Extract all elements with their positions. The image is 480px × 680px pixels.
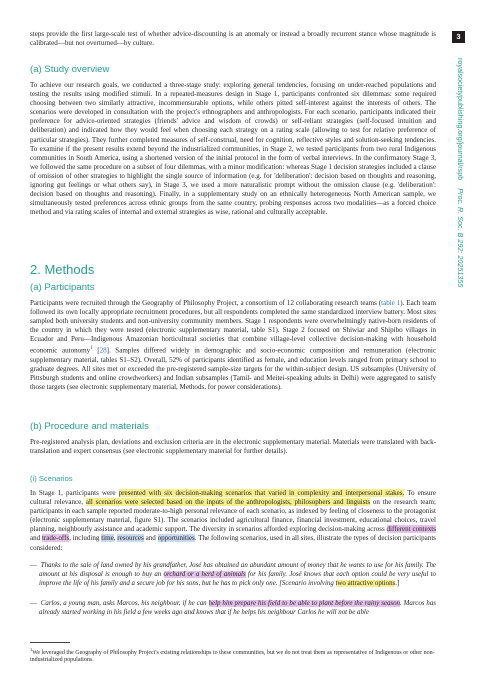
footnote: $^1$We leveraged the Geography of Philosophy Project's existing relationships to these communities, but we do not treat them as representative of Indigenous or other non-industrialized populations. <box>30 647 435 664</box>
journal-sidebar-text <box>456 58 465 287</box>
page-number: 3 <box>452 31 465 43</box>
procedure-body: Pre-registered analysis plan, deviations and exclusion criteria are in the electronic supplementary material. Materials were translated with back-translation and expert consensus (see electronic supplementary material for further details). <box>30 438 436 456</box>
methods-heading: 2. Methods <box>30 262 95 277</box>
participants-heading: (a) Participants <box>30 282 95 293</box>
scenarios-body: In Stage 1, participants were presented with six decision-making scenarios that varied in complexity and interpersonal stakes. To ensure cultural relevance, all scenarios were selected based on the inputs of the anthropologists, philosophers and linguists on the research team; participants in each sample reported moderate-to-high personal relevance of each scenario, as indexed by feeling of closeness to the protagonist (electronic supplementary material, figure S1). The scenarios included agricultural finance, financial investment, educational choices, travel planning, neighbourly assistance and academic support. The diversity in scenarios afforded exploring decision-making across different contexts and trade-offs, including time, resources and opportunities. The following scenarios, used in all sites, illustrate the types of decision participants considered: <box>30 489 437 552</box>
intro-text: steps provide the first large-scale test of whether advice-discounting is an anomaly or instead a broadly recurrent stance whose magnitude is calibrated—but not overturned—by culture. <box>30 30 436 48</box>
procedure-heading: (b) Procedure and materials <box>30 421 149 432</box>
highlight-selected: all scenarios were selected based on the inputs of the anthropologists, philosophers and linguists <box>85 498 371 507</box>
participants-section <box>30 299 436 392</box>
procedure-section <box>30 438 436 456</box>
highlight-resources: resources <box>117 534 144 543</box>
participants-body: Participants were recruited through the Geography of Philosophy Project, a consortium of 12 collaborating research teams (table 1). Each team followed its own locally appropriate recruitment procedures, but all respondents completed the same standardized interview battery. Most sites sampled both university students and non-university community members. Stage 1 respondents were overwhelmingly native-born residents of the country in which they were tested (electronic supplementary material, table S1). Stage 2 focused on Shiwiar and Shipibo villages in Ecuador and Peru—Indigenous Amazonian horticultural societies that combine village-level collective decision-making with household economic autonomy$^1$ [28]. Samples differed widely in demographic and socio-economic composition and remuneration (electronic supplementary material, tables S1–S2). Overall, 52% of participants identified as female, and education levels ranged from primary school to graduate degrees. All sites met or exceeded the pre-registered sample-size targets for the within-subject design. US subsamples (University of Pittsburgh students and online crowdworkers) and Indian subsamples (Tamil- and Meitei-speaking adults in Delhi) were aggregated to satisfy those targets (see electronic supplementary material, Methods, for power considerations). <box>30 299 437 392</box>
footnote-text: We leveraged the Geography of Philosophy Project's existing relationships to these communities, but we do not treat them as representative of Indigenous or other non-industrialized populations. <box>30 650 435 664</box>
scenario-quote-jose <box>30 562 436 589</box>
footnote-divider <box>30 642 70 643</box>
scenarios-heading: (i) Scenarios <box>30 474 73 483</box>
highlight-two-options: two attractive options <box>335 579 396 587</box>
highlight-opportunities: opportunities <box>157 534 195 543</box>
table-1-link[interactable]: table 1 <box>381 299 401 307</box>
citation-28-link[interactable]: 28 <box>99 346 107 355</box>
scenarios-section <box>30 489 436 553</box>
intro-paragraph <box>30 30 436 48</box>
study-overview-section <box>30 81 436 217</box>
scenario-quote-carlos <box>30 600 436 618</box>
highlight-presented: presented with six decision-making scenarios that varied in complexity and interpersonal stakes. <box>118 489 405 497</box>
highlight-tradeoffs: trade-offs <box>41 534 70 543</box>
footnote-mark[interactable]: 1 <box>90 346 93 352</box>
highlight-orchard: orchard or a herd of animals <box>163 570 246 578</box>
study-overview-heading: (a) Study overview <box>30 64 110 75</box>
journal-sidebar <box>452 58 466 288</box>
journal-citation: Proc. R. Soc. B 292: 20251355 <box>456 188 465 288</box>
study-overview-body: To achieve our research goals, we conducted a three-stage study: exploring general tendencies, focusing on under-reached populations and testing the results using modified stimuli. In a repeated-measures design in Stage 1, participants confronted six dilemmas: some required choosing between two similarly attractive, incommensurable options, while others pitted self-interest against the interests of others. The scenarios were developed in consultation with the project's ethnographers and anthropologists. For each scenario, participants indicated their preference for advice-oriented strategies (friends' advice and wisdom of crowds) or self-reliant strategies (self-focused intuition and deliberation) and indicated how they would feel when choosing each strategy on a rating scale (allowing to test for relative preference of particular strategies). They further completed measures of self-construal, need for cognition, reflective styles and solution-seeking tendencies. To examine if the present results extend beyond the industrialized communities, in Stage 2, we tested participants from two rural Indigenous communities in South America, using a shortened version of the initial protocol in the form of verbal interviews. In the confirmatory Stage 3, we followed the same procedure on a subset of four dilemmas, with a minor modification: whereas Stage 1 decision strategies included a clause of omission of other strategies to highlight the single source of information (e.g. for 'deliberation': decision based on thoughts and reasoning, ignoring gut feelings or what others say), in Stage 3, we used a more naturalistic prompt without the omission clause (e.g. 'deliberation': decision based on thoughts and reasoning). Finally, in a supplementary study on an ethnically heterogeneous North American sample, we simultaneously tested preferences across ethnic groups from the same country, probing responses across two modalities—as a forced choice method and via rating scales of internal and external strategies as wise, rational and culturally acceptable. <box>30 81 436 217</box>
highlight-help-field: help him prepare his field to be able to plant before the rainy season <box>208 600 400 607</box>
highlight-contexts: different contexts <box>386 525 436 534</box>
quote-jose-text: — Thanks to the sale of land owned by his grandfather, José has obtained an abundant amount of money that he wants to use for his family. The amount at his disposal is enough to buy an orchard or a herd of animals for his family. José knows that each option could be very useful to improve the life of his family and a secure job for his sons, but he has to pick only one. [Scenario involving two attractive options.] <box>30 562 436 587</box>
journal-url: royalsocietypublishing.org/journal/rspb <box>456 58 465 181</box>
highlight-time: time <box>101 534 114 543</box>
quote-carlos-text: — Carlos, a young man, asks Marcos, his neighbour, if he can help him prepare his field to be able to plant before the rainy season. Marcos has already started working in his field a few weeks ago and knows that if he helps his neighbour Carlos he will not be able <box>30 600 436 616</box>
